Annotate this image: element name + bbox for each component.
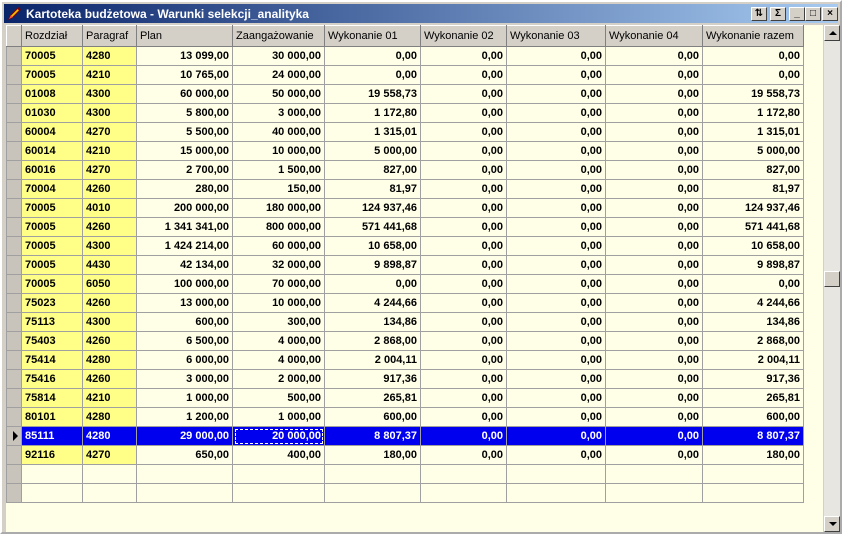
table-row[interactable]: [7, 256, 804, 275]
cell-rozdzial[interactable]: 70005: [22, 275, 83, 294]
cell-rozdzial[interactable]: 75814: [22, 389, 83, 408]
table-row[interactable]: [7, 180, 804, 199]
cell-wykonanie-03[interactable]: 0,00: [507, 275, 606, 294]
cell-paragraf[interactable]: 4430: [83, 256, 137, 275]
cell-paragraf[interactable]: 4260: [83, 370, 137, 389]
empty-cell: [507, 465, 606, 484]
cell-plan[interactable]: 1 200,00: [137, 408, 233, 427]
empty-cell: [606, 465, 703, 484]
cell-wykonanie-01[interactable]: 571 441,68: [325, 218, 421, 237]
cell-wykonanie-01[interactable]: 1 315,01: [325, 123, 421, 142]
cell-plan[interactable]: 6 000,00: [137, 351, 233, 370]
cell-wykonanie-02[interactable]: 0,00: [421, 351, 507, 370]
cell-rozdzial[interactable]: 70005: [22, 199, 83, 218]
cell-wykonanie-01[interactable]: 124 937,46: [325, 199, 421, 218]
empty-cell: [421, 484, 507, 503]
cell-rozdzial[interactable]: 80101: [22, 408, 83, 427]
cell-wykonanie-01[interactable]: 0,00: [325, 66, 421, 85]
empty-cell: [703, 465, 804, 484]
cell-wykonanie-03[interactable]: 0,00: [507, 66, 606, 85]
maximize-button[interactable]: □: [805, 7, 821, 21]
table-row[interactable]: [7, 199, 804, 218]
cell-wykonanie-razem[interactable]: 10 658,00: [703, 237, 804, 256]
cell-zaangazowanie[interactable]: 20 000,00: [233, 427, 325, 446]
cell-plan[interactable]: 5 500,00: [137, 123, 233, 142]
vertical-scrollbar[interactable]: [824, 25, 840, 532]
cell-wykonanie-razem[interactable]: 0,00: [703, 66, 804, 85]
cell-zaangazowanie[interactable]: 32 000,00: [233, 256, 325, 275]
cell-wykonanie-03[interactable]: 0,00: [507, 408, 606, 427]
cell-wykonanie-razem[interactable]: 0,00: [703, 275, 804, 294]
column-header-zaangazowanie[interactable]: Zaangażowanie: [233, 26, 325, 47]
row-selector[interactable]: [7, 351, 22, 370]
cell-zaangazowanie[interactable]: 4 000,00: [233, 351, 325, 370]
cell-rozdzial[interactable]: 70005: [22, 66, 83, 85]
cell-zaangazowanie[interactable]: 60 000,00: [233, 237, 325, 256]
cell-rozdzial[interactable]: 70005: [22, 47, 83, 66]
cell-wykonanie-02[interactable]: 0,00: [421, 294, 507, 313]
cell-plan[interactable]: 15 000,00: [137, 142, 233, 161]
cell-wykonanie-03[interactable]: 0,00: [507, 123, 606, 142]
cell-rozdzial[interactable]: 60016: [22, 161, 83, 180]
cell-rozdzial[interactable]: 75113: [22, 313, 83, 332]
cell-zaangazowanie[interactable]: 30 000,00: [233, 47, 325, 66]
cell-wykonanie-razem[interactable]: 571 441,68: [703, 218, 804, 237]
cell-paragraf[interactable]: 4210: [83, 142, 137, 161]
cell-wykonanie-04[interactable]: 0,00: [606, 66, 703, 85]
cell-wykonanie-03[interactable]: 0,00: [507, 351, 606, 370]
column-header-wykonanie-04[interactable]: Wykonanie 04: [606, 26, 703, 47]
cell-zaangazowanie[interactable]: 150,00: [233, 180, 325, 199]
empty-cell: [507, 484, 606, 503]
cell-rozdzial[interactable]: 01008: [22, 85, 83, 104]
cell-wykonanie-04[interactable]: 0,00: [606, 123, 703, 142]
cell-plan[interactable]: 60 000,00: [137, 85, 233, 104]
cell-wykonanie-04[interactable]: 0,00: [606, 370, 703, 389]
empty-cell: [421, 465, 507, 484]
cell-zaangazowanie[interactable]: 50 000,00: [233, 85, 325, 104]
cell-wykonanie-01[interactable]: 9 898,87: [325, 256, 421, 275]
cell-plan[interactable]: 100 000,00: [137, 275, 233, 294]
row-selector[interactable]: [7, 66, 22, 85]
table-row[interactable]: [7, 446, 804, 465]
table-row[interactable]: [7, 218, 804, 237]
cell-zaangazowanie[interactable]: 300,00: [233, 313, 325, 332]
cell-wykonanie-03[interactable]: 0,00: [507, 199, 606, 218]
cell-plan[interactable]: 5 800,00: [137, 104, 233, 123]
cell-wykonanie-03[interactable]: 0,00: [507, 85, 606, 104]
column-header-wykonanie-razem[interactable]: Wykonanie razem: [703, 26, 804, 47]
cell-rozdzial[interactable]: 75023: [22, 294, 83, 313]
cell-wykonanie-02[interactable]: 0,00: [421, 85, 507, 104]
cell-zaangazowanie[interactable]: 3 000,00: [233, 104, 325, 123]
cell-rozdzial[interactable]: 75414: [22, 351, 83, 370]
table-row[interactable]: [7, 142, 804, 161]
cell-wykonanie-razem[interactable]: 9 898,87: [703, 256, 804, 275]
cell-wykonanie-razem[interactable]: 124 937,46: [703, 199, 804, 218]
cell-wykonanie-03[interactable]: 0,00: [507, 294, 606, 313]
cell-wykonanie-03[interactable]: 0,00: [507, 180, 606, 199]
cell-plan[interactable]: 1 424 214,00: [137, 237, 233, 256]
cell-wykonanie-01[interactable]: 0,00: [325, 47, 421, 66]
cell-wykonanie-razem[interactable]: 180,00: [703, 446, 804, 465]
cell-wykonanie-01[interactable]: 19 558,73: [325, 85, 421, 104]
cell-wykonanie-02[interactable]: 0,00: [421, 332, 507, 351]
cell-paragraf[interactable]: 6050: [83, 275, 137, 294]
cell-wykonanie-04[interactable]: 0,00: [606, 427, 703, 446]
cell-wykonanie-03[interactable]: 0,00: [507, 237, 606, 256]
table-row[interactable]: [7, 275, 804, 294]
cell-wykonanie-razem[interactable]: 19 558,73: [703, 85, 804, 104]
current-row-arrow-icon: [13, 431, 18, 441]
title-bar[interactable]: [4, 4, 838, 23]
cell-wykonanie-03[interactable]: 0,00: [507, 256, 606, 275]
row-selector[interactable]: [7, 275, 22, 294]
cell-wykonanie-04[interactable]: 0,00: [606, 294, 703, 313]
cell-wykonanie-razem[interactable]: 5 000,00: [703, 142, 804, 161]
cell-wykonanie-04[interactable]: 0,00: [606, 85, 703, 104]
cell-wykonanie-02[interactable]: 0,00: [421, 446, 507, 465]
cell-wykonanie-01[interactable]: 81,97: [325, 180, 421, 199]
cell-wykonanie-04[interactable]: 0,00: [606, 351, 703, 370]
cell-wykonanie-razem[interactable]: 2 868,00: [703, 332, 804, 351]
cell-paragraf[interactable]: 4260: [83, 332, 137, 351]
cell-wykonanie-02[interactable]: 0,00: [421, 123, 507, 142]
scroll-down-button[interactable]: [824, 516, 840, 532]
cell-paragraf[interactable]: 4270: [83, 123, 137, 142]
table-row[interactable]: [7, 313, 804, 332]
grid-table: [6, 25, 804, 503]
cell-wykonanie-01[interactable]: 10 658,00: [325, 237, 421, 256]
cell-zaangazowanie[interactable]: 24 000,00: [233, 66, 325, 85]
cell-rozdzial[interactable]: 01030: [22, 104, 83, 123]
cell-wykonanie-01[interactable]: 8 807,37: [325, 427, 421, 446]
cell-paragraf[interactable]: 4260: [83, 294, 137, 313]
cell-plan[interactable]: 29 000,00: [137, 427, 233, 446]
cell-wykonanie-razem[interactable]: 1 315,01: [703, 123, 804, 142]
cell-plan[interactable]: 42 134,00: [137, 256, 233, 275]
sum-button[interactable]: Σ: [770, 7, 786, 21]
cell-zaangazowanie[interactable]: 4 000,00: [233, 332, 325, 351]
row-selector[interactable]: [7, 47, 22, 66]
cell-rozdzial[interactable]: 85111: [22, 427, 83, 446]
cell-wykonanie-01[interactable]: 5 000,00: [325, 142, 421, 161]
cell-wykonanie-razem[interactable]: 8 807,37: [703, 427, 804, 446]
cell-wykonanie-02[interactable]: 0,00: [421, 142, 507, 161]
table-row[interactable]: [7, 332, 804, 351]
empty-cell: [606, 484, 703, 503]
cell-wykonanie-03[interactable]: 0,00: [507, 446, 606, 465]
row-selector[interactable]: [7, 389, 22, 408]
cell-plan[interactable]: 200 000,00: [137, 199, 233, 218]
cell-wykonanie-01[interactable]: 917,36: [325, 370, 421, 389]
cell-plan[interactable]: 280,00: [137, 180, 233, 199]
cell-wykonanie-02[interactable]: 0,00: [421, 313, 507, 332]
cell-paragraf[interactable]: 4280: [83, 351, 137, 370]
cell-wykonanie-razem[interactable]: 81,97: [703, 180, 804, 199]
cell-wykonanie-02[interactable]: 0,00: [421, 180, 507, 199]
row-selector[interactable]: [7, 313, 22, 332]
row-selector[interactable]: [7, 199, 22, 218]
arrow-down-icon: [829, 522, 837, 526]
empty-row: [7, 484, 804, 503]
table-row[interactable]: [7, 66, 804, 85]
row-selector[interactable]: [7, 427, 22, 446]
table-row[interactable]: [7, 294, 804, 313]
cell-wykonanie-razem[interactable]: 600,00: [703, 408, 804, 427]
cell-wykonanie-01[interactable]: 827,00: [325, 161, 421, 180]
close-button[interactable]: ×: [822, 7, 838, 21]
row-selector[interactable]: [7, 408, 22, 427]
cell-paragraf[interactable]: 4210: [83, 66, 137, 85]
table-row[interactable]: [7, 85, 804, 104]
cell-wykonanie-01[interactable]: 0,00: [325, 275, 421, 294]
cell-paragraf[interactable]: 4280: [83, 47, 137, 66]
cell-rozdzial[interactable]: 70004: [22, 180, 83, 199]
table-row[interactable]: [7, 389, 804, 408]
row-selector[interactable]: [7, 237, 22, 256]
empty-cell: [325, 465, 421, 484]
cell-rozdzial[interactable]: 75403: [22, 332, 83, 351]
cell-wykonanie-02[interactable]: 0,00: [421, 408, 507, 427]
cell-paragraf[interactable]: 4270: [83, 161, 137, 180]
cell-rozdzial[interactable]: 70005: [22, 256, 83, 275]
empty-cell: [233, 484, 325, 503]
sort-button[interactable]: ⇅: [751, 7, 767, 21]
cell-zaangazowanie[interactable]: 1 500,00: [233, 161, 325, 180]
cell-wykonanie-01[interactable]: 2 004,11: [325, 351, 421, 370]
row-selector: [7, 465, 22, 484]
cell-wykonanie-04[interactable]: 0,00: [606, 256, 703, 275]
cell-zaangazowanie[interactable]: 800 000,00: [233, 218, 325, 237]
row-selector[interactable]: [7, 370, 22, 389]
cell-paragraf[interactable]: 4260: [83, 180, 137, 199]
cell-wykonanie-04[interactable]: 0,00: [606, 332, 703, 351]
empty-cell: [325, 484, 421, 503]
table-row[interactable]: [7, 370, 804, 389]
cell-wykonanie-02[interactable]: 0,00: [421, 47, 507, 66]
cell-wykonanie-03[interactable]: 0,00: [507, 332, 606, 351]
cell-wykonanie-04[interactable]: 0,00: [606, 313, 703, 332]
table-row[interactable]: [7, 47, 804, 66]
empty-cell: [233, 465, 325, 484]
cell-wykonanie-04[interactable]: 0,00: [606, 408, 703, 427]
cell-plan[interactable]: 6 500,00: [137, 332, 233, 351]
cell-zaangazowanie[interactable]: 1 000,00: [233, 408, 325, 427]
cell-wykonanie-02[interactable]: 0,00: [421, 161, 507, 180]
empty-cell: [137, 465, 233, 484]
cell-wykonanie-03[interactable]: 0,00: [507, 313, 606, 332]
cell-paragraf[interactable]: 4270: [83, 446, 137, 465]
cell-wykonanie-03[interactable]: 0,00: [507, 104, 606, 123]
empty-cell: [22, 484, 83, 503]
cell-paragraf[interactable]: 4300: [83, 237, 137, 256]
cell-wykonanie-02[interactable]: 0,00: [421, 256, 507, 275]
empty-cell: [83, 484, 137, 503]
cell-wykonanie-02[interactable]: 0,00: [421, 218, 507, 237]
cell-wykonanie-01[interactable]: 1 172,80: [325, 104, 421, 123]
cell-wykonanie-razem[interactable]: 265,81: [703, 389, 804, 408]
row-selector[interactable]: [7, 332, 22, 351]
cell-wykonanie-01[interactable]: 600,00: [325, 408, 421, 427]
cell-rozdzial[interactable]: 75416: [22, 370, 83, 389]
empty-cell: [83, 465, 137, 484]
cell-paragraf[interactable]: 4300: [83, 85, 137, 104]
cell-wykonanie-04[interactable]: 0,00: [606, 142, 703, 161]
cell-plan[interactable]: 10 765,00: [137, 66, 233, 85]
cell-rozdzial[interactable]: 70005: [22, 218, 83, 237]
cell-wykonanie-04[interactable]: 0,00: [606, 180, 703, 199]
cell-wykonanie-razem[interactable]: 917,36: [703, 370, 804, 389]
cell-wykonanie-02[interactable]: 0,00: [421, 370, 507, 389]
cell-plan[interactable]: 600,00: [137, 313, 233, 332]
arrow-up-icon: [829, 31, 837, 35]
empty-cell: [137, 484, 233, 503]
cell-wykonanie-razem[interactable]: 827,00: [703, 161, 804, 180]
row-selector[interactable]: [7, 256, 22, 275]
cell-wykonanie-04[interactable]: 0,00: [606, 237, 703, 256]
cell-wykonanie-01[interactable]: 2 868,00: [325, 332, 421, 351]
cell-wykonanie-03[interactable]: 0,00: [507, 427, 606, 446]
cell-plan[interactable]: 2 700,00: [137, 161, 233, 180]
column-header-wykonanie-01[interactable]: Wykonanie 01: [325, 26, 421, 47]
row-selector[interactable]: [7, 123, 22, 142]
cell-zaangazowanie[interactable]: 400,00: [233, 446, 325, 465]
column-header-wykonanie-03[interactable]: Wykonanie 03: [507, 26, 606, 47]
cell-zaangazowanie[interactable]: 10 000,00: [233, 142, 325, 161]
table-row[interactable]: [7, 408, 804, 427]
cell-wykonanie-04[interactable]: 0,00: [606, 446, 703, 465]
cell-zaangazowanie[interactable]: 40 000,00: [233, 123, 325, 142]
cell-wykonanie-04[interactable]: 0,00: [606, 389, 703, 408]
table-row[interactable]: [7, 104, 804, 123]
column-header-rozdzial[interactable]: Rozdział: [22, 26, 83, 47]
cell-zaangazowanie[interactable]: 10 000,00: [233, 294, 325, 313]
cell-plan[interactable]: 1 341 341,00: [137, 218, 233, 237]
cell-wykonanie-01[interactable]: 265,81: [325, 389, 421, 408]
cell-wykonanie-03[interactable]: 0,00: [507, 389, 606, 408]
window-title: Kartoteka budżetowa - Warunki selekcji_analityka: [26, 7, 309, 21]
scroll-up-button[interactable]: [824, 25, 840, 41]
cell-wykonanie-razem[interactable]: 4 244,66: [703, 294, 804, 313]
cell-wykonanie-02[interactable]: 0,00: [421, 275, 507, 294]
cell-rozdzial[interactable]: 60014: [22, 142, 83, 161]
cell-wykonanie-02[interactable]: 0,00: [421, 237, 507, 256]
cell-zaangazowanie[interactable]: 500,00: [233, 389, 325, 408]
cell-wykonanie-02[interactable]: 0,00: [421, 104, 507, 123]
table-row[interactable]: [7, 161, 804, 180]
cell-wykonanie-02[interactable]: 0,00: [421, 66, 507, 85]
cell-wykonanie-04[interactable]: 0,00: [606, 199, 703, 218]
cell-wykonanie-01[interactable]: 180,00: [325, 446, 421, 465]
data-grid[interactable]: [6, 25, 823, 532]
row-selector[interactable]: [7, 161, 22, 180]
row-selector[interactable]: [7, 218, 22, 237]
cell-paragraf[interactable]: 4300: [83, 104, 137, 123]
cell-wykonanie-04[interactable]: 0,00: [606, 218, 703, 237]
row-selector[interactable]: [7, 142, 22, 161]
cell-rozdzial[interactable]: 70005: [22, 237, 83, 256]
header-selector: [7, 26, 22, 47]
cell-plan[interactable]: 13 099,00: [137, 47, 233, 66]
cell-zaangazowanie[interactable]: 2 000,00: [233, 370, 325, 389]
cell-wykonanie-04[interactable]: 0,00: [606, 47, 703, 66]
cell-wykonanie-02[interactable]: 0,00: [421, 199, 507, 218]
cell-wykonanie-03[interactable]: 0,00: [507, 47, 606, 66]
minimize-button[interactable]: _: [789, 7, 805, 21]
cell-wykonanie-razem[interactable]: 2 004,11: [703, 351, 804, 370]
row-selector[interactable]: [7, 85, 22, 104]
cell-paragraf[interactable]: 4210: [83, 389, 137, 408]
row-selector[interactable]: [7, 104, 22, 123]
cell-zaangazowanie[interactable]: 180 000,00: [233, 199, 325, 218]
column-header-plan[interactable]: Plan: [137, 26, 233, 47]
cell-wykonanie-03[interactable]: 0,00: [507, 142, 606, 161]
cell-wykonanie-03[interactable]: 0,00: [507, 161, 606, 180]
cell-rozdzial[interactable]: 92116: [22, 446, 83, 465]
cell-rozdzial[interactable]: 60004: [22, 123, 83, 142]
cell-paragraf[interactable]: 4280: [83, 427, 137, 446]
grid-header: [7, 26, 804, 47]
cell-wykonanie-04[interactable]: 0,00: [606, 104, 703, 123]
row-selector: [7, 484, 22, 503]
scroll-thumb[interactable]: [824, 271, 840, 287]
cell-paragraf[interactable]: 4010: [83, 199, 137, 218]
pencil-icon: [7, 6, 22, 21]
table-row[interactable]: [7, 237, 804, 256]
cell-plan[interactable]: 650,00: [137, 446, 233, 465]
cell-wykonanie-03[interactable]: 0,00: [507, 218, 606, 237]
table-row[interactable]: [7, 427, 804, 446]
empty-cell: [22, 465, 83, 484]
cell-wykonanie-01[interactable]: 134,86: [325, 313, 421, 332]
row-selector[interactable]: [7, 180, 22, 199]
cell-paragraf[interactable]: 4300: [83, 313, 137, 332]
cell-zaangazowanie[interactable]: 70 000,00: [233, 275, 325, 294]
cell-paragraf[interactable]: 4280: [83, 408, 137, 427]
cell-wykonanie-01[interactable]: 4 244,66: [325, 294, 421, 313]
cell-wykonanie-03[interactable]: 0,00: [507, 370, 606, 389]
table-row[interactable]: [7, 351, 804, 370]
cell-wykonanie-04[interactable]: 0,00: [606, 275, 703, 294]
cell-paragraf[interactable]: 4260: [83, 218, 137, 237]
cell-wykonanie-04[interactable]: 0,00: [606, 161, 703, 180]
cell-plan[interactable]: 1 000,00: [137, 389, 233, 408]
empty-cell: [703, 484, 804, 503]
cell-wykonanie-razem[interactable]: 1 172,80: [703, 104, 804, 123]
row-selector[interactable]: [7, 446, 22, 465]
column-header-wykonanie-02[interactable]: Wykonanie 02: [421, 26, 507, 47]
cell-wykonanie-02[interactable]: 0,00: [421, 427, 507, 446]
cell-plan[interactable]: 3 000,00: [137, 370, 233, 389]
row-selector[interactable]: [7, 294, 22, 313]
cell-wykonanie-razem[interactable]: 134,86: [703, 313, 804, 332]
column-header-paragraf[interactable]: Paragraf: [83, 26, 137, 47]
cell-plan[interactable]: 13 000,00: [137, 294, 233, 313]
cell-wykonanie-razem[interactable]: 0,00: [703, 47, 804, 66]
cell-wykonanie-02[interactable]: 0,00: [421, 389, 507, 408]
empty-row: [7, 465, 804, 484]
table-row[interactable]: [7, 123, 804, 142]
